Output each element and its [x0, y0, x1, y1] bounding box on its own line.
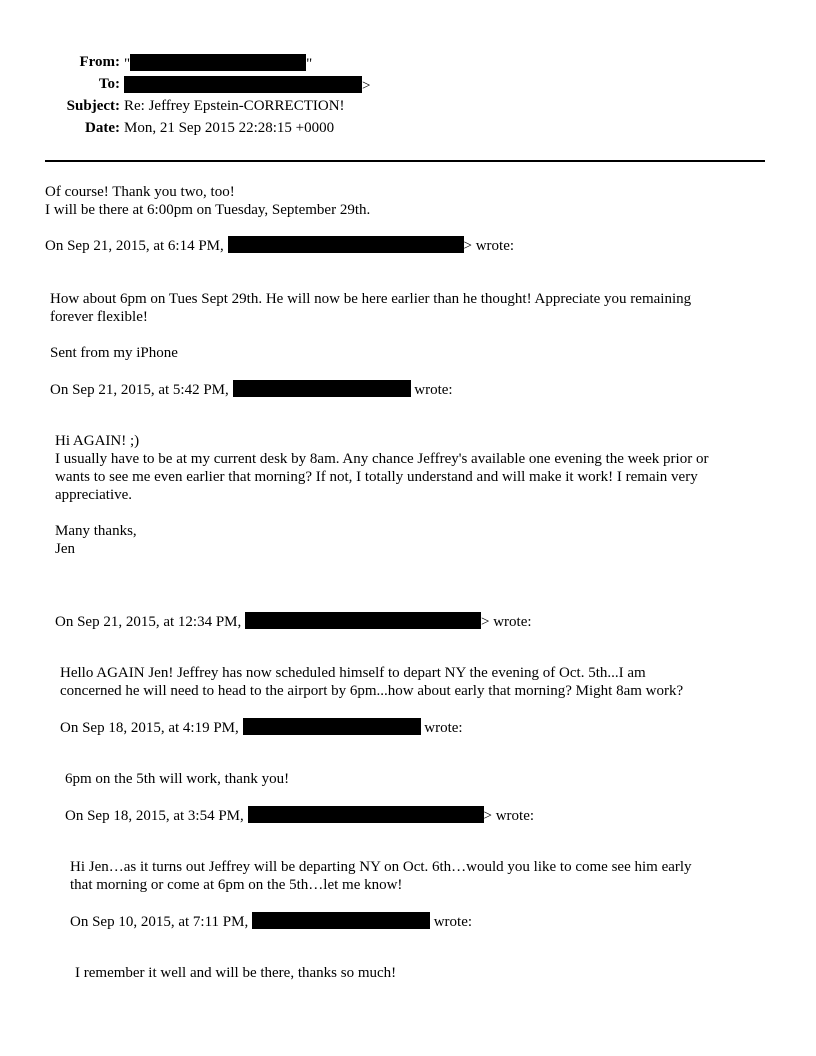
date-row [0, 120, 350, 142]
redaction-bar [252, 912, 430, 929]
redaction-bar [233, 380, 411, 397]
quote-line: that morning or come at 6pm on the 5th…let me know! [70, 877, 403, 893]
quote-line: wants to see me even earlier that morning? If not, I totally understand and will make it work! I remain very [55, 469, 698, 485]
subject-value: Re: Jeffrey Epstein-CORRECTION! [124, 98, 345, 114]
redaction-bar [243, 718, 421, 735]
quote-line: I remember it well and will be there, thanks so much! [75, 965, 397, 981]
quote-signature: Sent from my iPhone [50, 345, 178, 361]
quote-attribution: On Sep 18, 2015, at 3:54 PM, > wrote: [65, 808, 535, 824]
quote-signature: Jen [55, 541, 75, 557]
redaction-bar [228, 236, 464, 253]
to-row [0, 76, 371, 98]
quote-attribution: On Sep 21, 2015, at 6:14 PM, > wrote: [45, 238, 515, 254]
quote-attribution: On Sep 18, 2015, at 4:19 PM, wrote: [60, 720, 463, 736]
subject-row [0, 98, 350, 120]
quote-line: forever flexible! [50, 309, 148, 325]
redaction-bar [245, 612, 481, 629]
quote-line: Hi Jen…as it turns out Jeffrey will be departing NY on Oct. 6th…would you like to come see him early [70, 859, 692, 875]
quote-line: How about 6pm on Tues Sept 29th. He will now be here earlier than he thought! Appreciate you remaining [50, 291, 692, 307]
reply-line: Of course! Thank you two, too! [45, 184, 235, 200]
header-divider [45, 160, 765, 162]
date-value: Mon, 21 Sep 2015 22:28:15 +0000 [124, 120, 335, 136]
date-label: Date: [85, 120, 120, 136]
subject-label: Subject: [66, 98, 120, 114]
quote-attribution: On Sep 10, 2015, at 7:11 PM, wrote: [70, 914, 473, 930]
to-value: > [124, 76, 370, 95]
quote-signature: Many thanks, [55, 523, 137, 539]
quote-line: I usually have to be at my current desk by 8am. Any chance Jeffrey's available one evening the week prior or [55, 451, 709, 467]
quote-line: concerned he will need to head to the airport by 6pm...how about early that morning? Might 8am work? [60, 683, 684, 699]
quote-line: Hello AGAIN Jen! Jeffrey has now scheduled himself to depart NY the evening of Oct. 5th...I am [60, 665, 646, 681]
from-label: From: [79, 54, 120, 70]
quote-line: appreciative. [55, 487, 133, 503]
redaction-bar [124, 76, 362, 93]
reply-line: I will be there at 6:00pm on Tuesday, September 29th. [45, 202, 371, 218]
quote-line: Hi AGAIN! ;) [55, 433, 140, 449]
quote-attribution: On Sep 21, 2015, at 12:34 PM, > wrote: [55, 614, 532, 630]
redaction-bar [248, 806, 484, 823]
from-value: " " [124, 56, 313, 72]
quote-line: 6pm on the 5th will work, thank you! [65, 771, 290, 787]
redaction-bar [130, 54, 306, 71]
quote-attribution: On Sep 21, 2015, at 5:42 PM, wrote: [50, 382, 453, 398]
to-label: To: [98, 76, 120, 92]
from-row [0, 54, 350, 76]
